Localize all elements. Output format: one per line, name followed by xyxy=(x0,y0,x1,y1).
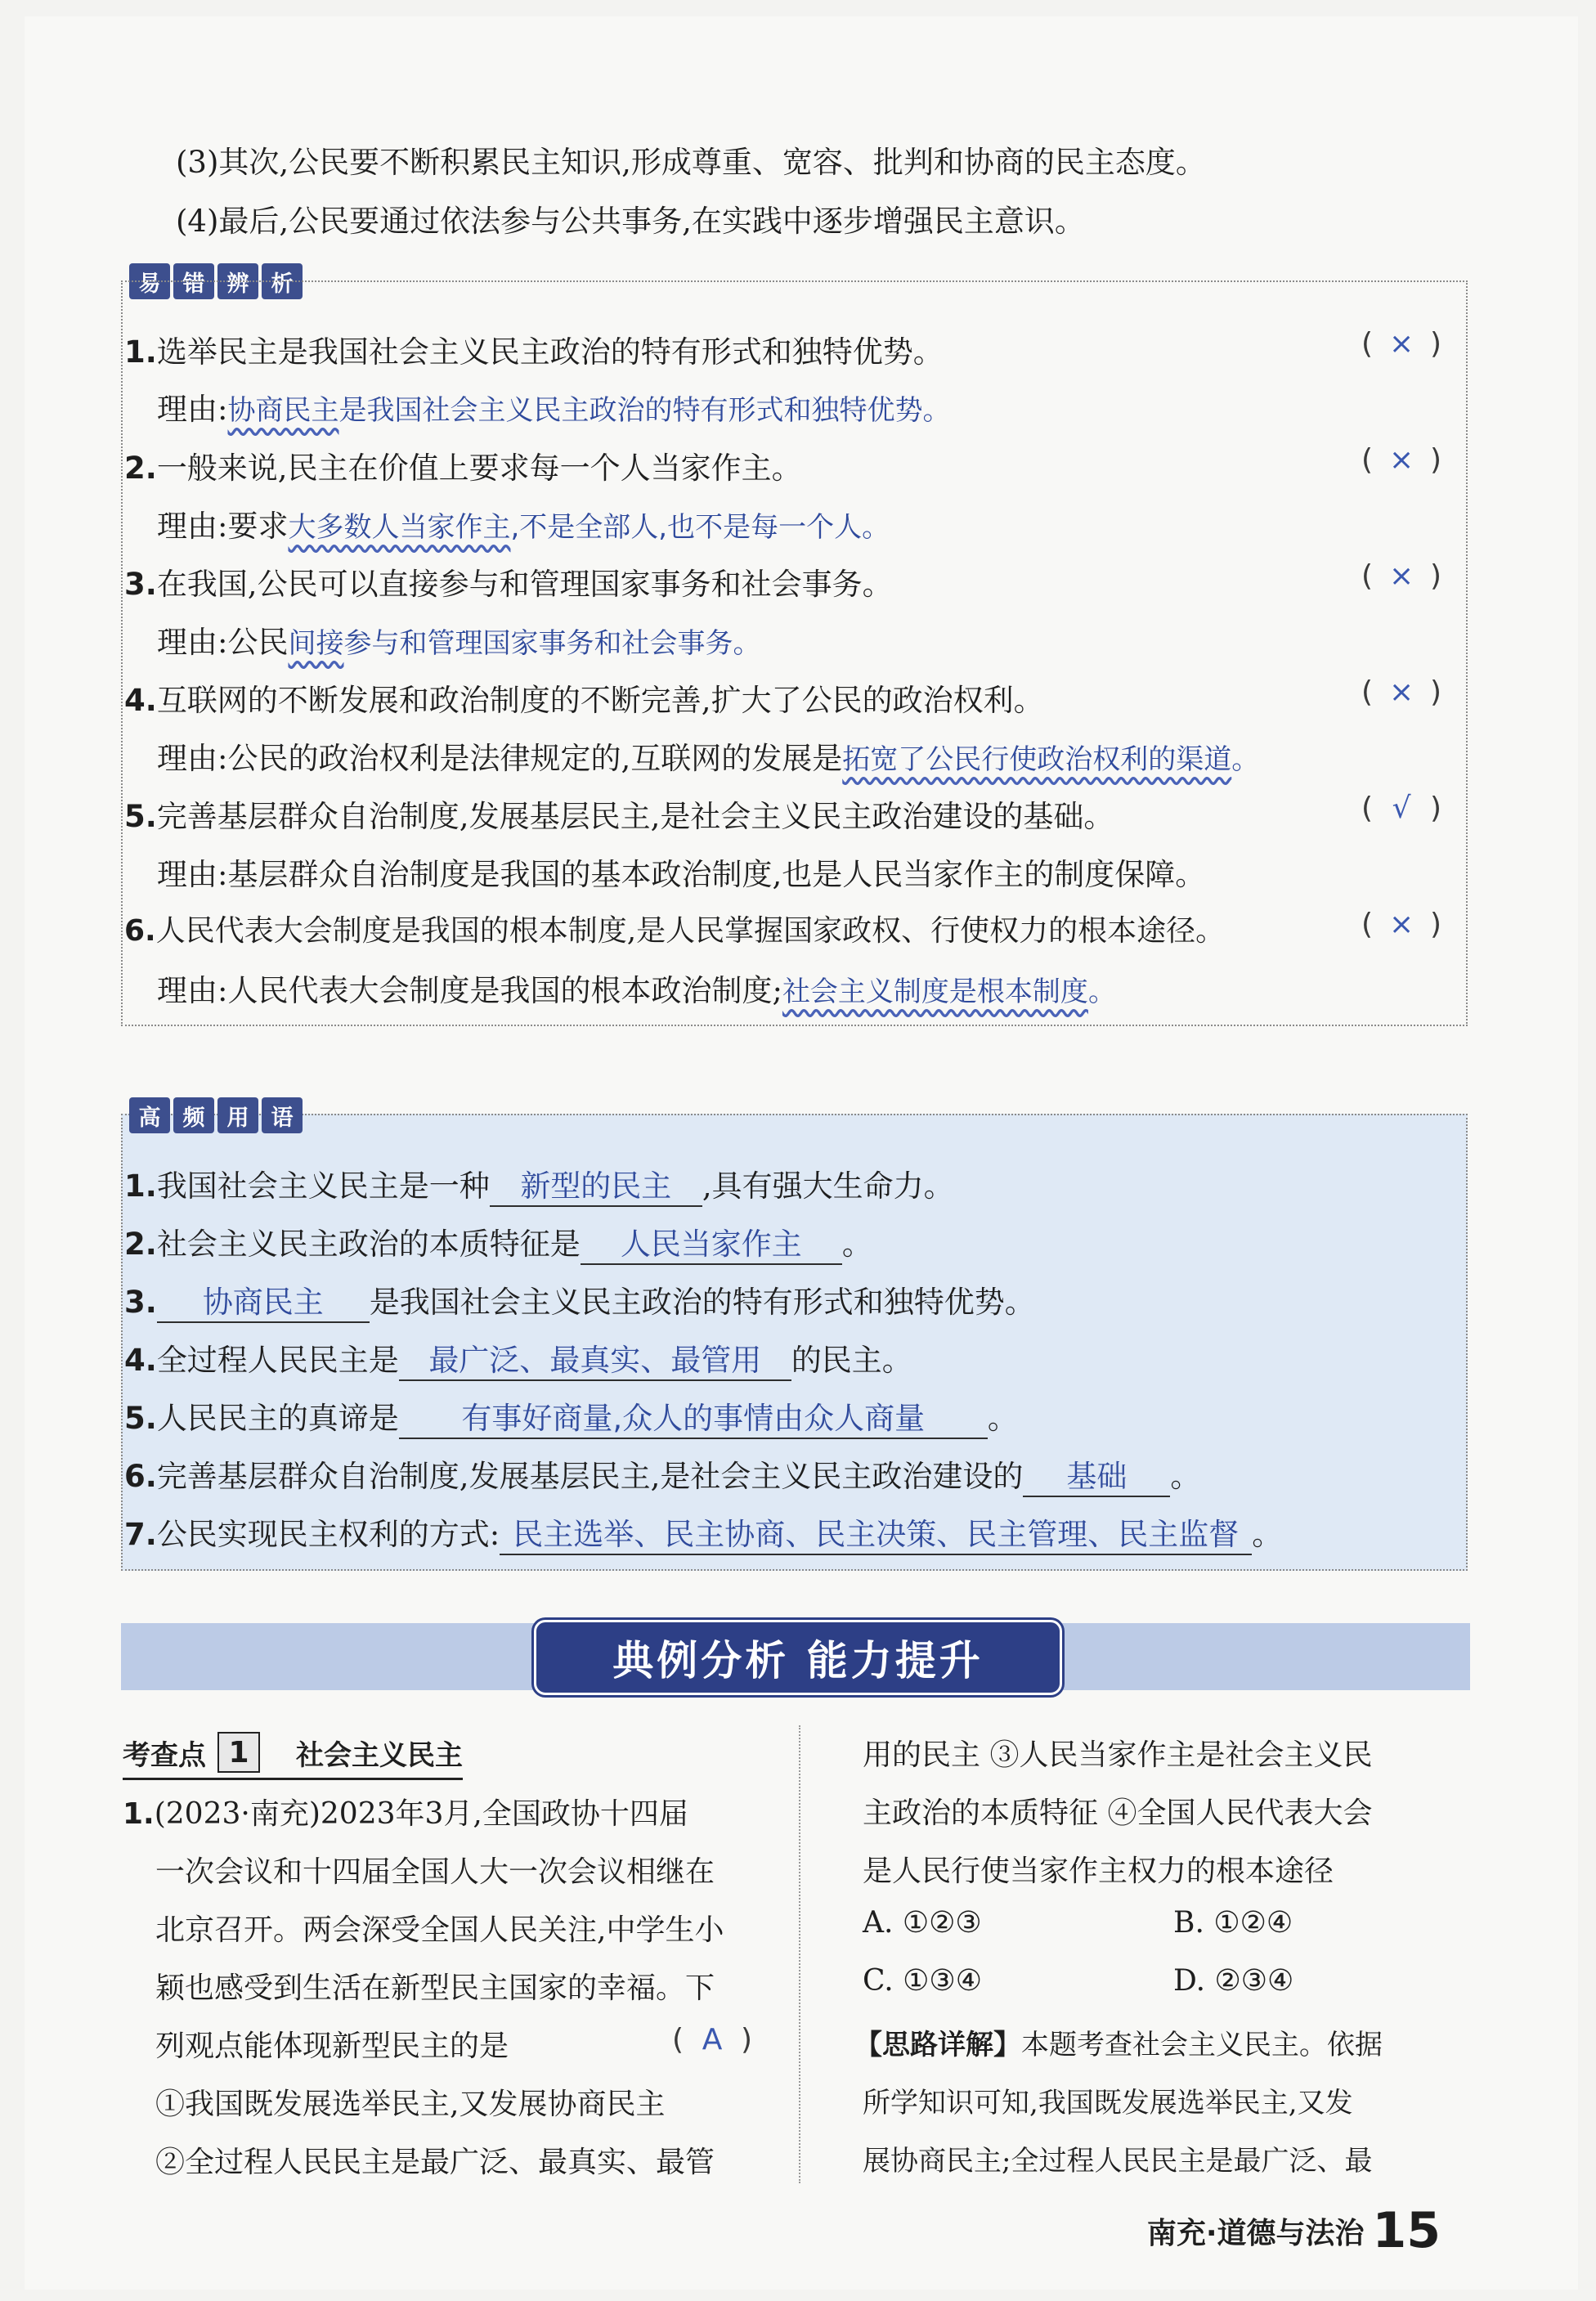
question-line-4: 颖也感受到生活在新型民主国家的幸福。下 xyxy=(155,1971,715,2005)
answer-slot: ( A ) xyxy=(672,2023,753,2057)
tag-char: 频 xyxy=(173,1097,214,1133)
tag-char: 语 xyxy=(262,1097,303,1133)
question-line-3: 北京召开。两会深受全国人民关注,中学生小 xyxy=(155,1913,724,1947)
gaopin-item-7: 7.公民实现民主权利的方式: 民主选举、民主协商、民主决策、民主管理、民主监督 。 xyxy=(124,1509,1282,1555)
yicuo-reason-3: 理由:公民间接参与和管理国家事务和社会事务。 xyxy=(157,625,761,660)
yicuo-question-5: 5.完善基层群众自治制度,发展基层民主,是社会主义民主政治建设的基础。 xyxy=(124,799,1114,834)
gaopin-item-6: 6.完善基层群众自治制度,发展基层民主,是社会主义民主政治建设的 基础 。 xyxy=(124,1451,1200,1497)
yicuo-mark-4: ( × ) xyxy=(1361,675,1442,709)
kaochadian-label: 考查点 xyxy=(123,1738,206,1772)
right-line-3: 是人民行使当家作主权力的根本途径 xyxy=(863,1855,1334,1888)
analysis-line-1: 【思路详解】本题考查社会主义民主。依据 xyxy=(854,2029,1383,2061)
yicuo-question-4: 4.互联网的不断发展和政治制度的不断完善,扩大了公民的政治权利。 xyxy=(124,683,1044,718)
page-number: 15 xyxy=(1372,2202,1441,2259)
yicuo-reason-4: 理由:公民的政治权利是法律规定的,互联网的发展是拓宽了公民行使政治权利的渠道。 xyxy=(157,741,1260,776)
kaochadian-title: 社会主义民主 xyxy=(296,1738,463,1772)
intro-line-3: (3)其次,公民要不断积累民主知识,形成尊重、宽容、批判和协商的民主态度。 xyxy=(176,145,1206,180)
tag-char: 高 xyxy=(129,1097,170,1133)
yicuo-question-3: 3.在我国,公民可以直接参与和管理国家事务和社会事务。 xyxy=(124,567,893,602)
choice-d: D. ②③④ xyxy=(1173,1964,1294,1998)
right-line-1: 用的民主 ③人民当家作主是社会主义民 xyxy=(863,1738,1373,1772)
yicuo-question-1: 1.选举民主是我国社会主义民主政治的特有形式和独特优势。 xyxy=(124,334,944,370)
gaopin-item-3: 3. 协商民主 是我国社会主义民主政治的特有形式和独特优势。 xyxy=(124,1277,1035,1323)
tag-char: 错 xyxy=(173,263,214,299)
yicuo-question-6: 6.人民代表大会制度是我国的根本制度,是人民掌握国家政权、行使权力的根本途径。 xyxy=(124,914,1226,948)
analysis-line-2: 所学知识可知,我国既发展选举民主,又发 xyxy=(863,2087,1353,2119)
section-banner xyxy=(121,1623,1470,1690)
yicuo-reason-6: 理由:人民代表大会制度是我国的根本政治制度;社会主义制度是根本制度。 xyxy=(157,973,1116,1008)
tag-char: 辨 xyxy=(217,263,258,299)
gaopin-item-4: 4.全过程人民民主是 最广泛、最真实、最管用 的民主。 xyxy=(124,1335,912,1381)
tag-char: 用 xyxy=(217,1097,258,1133)
tag-char: 析 xyxy=(262,263,303,299)
intro-line-4: (4)最后,公民要通过依法参与公共事务,在实践中逐步增强民主意识。 xyxy=(176,204,1085,239)
choice-c: C. ①③④ xyxy=(863,1964,982,1998)
yicuo-mark-6: ( × ) xyxy=(1361,908,1442,941)
yicuo-mark-3: ( × ) xyxy=(1361,559,1442,593)
yicuo-reason-1: 理由:协商民主是我国社会主义民主政治的特有形式和独特优势。 xyxy=(157,392,951,427)
option-1: ①我国既发展选举民主,又发展协商民主 xyxy=(155,2088,666,2121)
banner-title: 典例分析 能力提升 xyxy=(534,1620,1062,1695)
tag-char: 易 xyxy=(129,263,170,299)
yicuo-mark-5: ( √ ) xyxy=(1361,792,1442,825)
footer-text: 南充·道德与法治 xyxy=(1146,2216,1365,2250)
gaopin-item-2: 2.社会主义民主政治的本质特征是 人民当家作主 。 xyxy=(124,1219,872,1265)
yicuo-reason-5: 理由:基层群众自治制度是我国的基本政治制度,也是人民当家作主的制度保障。 xyxy=(157,857,1206,892)
gaopin-item-5: 5.人民民主的真谛是 有事好商量,众人的事情由众人商量 。 xyxy=(124,1393,1018,1439)
yicuo-mark-1: ( × ) xyxy=(1361,327,1442,361)
gaopin-tag xyxy=(129,1097,303,1133)
analysis-line-3: 展协商民主;全过程人民民主是最广泛、最 xyxy=(863,2145,1373,2178)
question-line-5: 列观点能体现新型民主的是 xyxy=(155,2030,509,2063)
option-2: ②全过程人民民主是最广泛、最真实、最管 xyxy=(155,2146,715,2179)
question-line-2: 一次会议和十四届全国人大一次会议相继在 xyxy=(155,1855,715,1889)
kaochadian-num: 1 xyxy=(217,1732,260,1773)
yicuo-reason-2: 理由:要求大多数人当家作主,不是全部人,也不是每一个人。 xyxy=(157,509,890,544)
right-line-2: 主政治的本质特征 ④全国人民代表大会 xyxy=(863,1796,1373,1830)
choice-b: B. ①②④ xyxy=(1173,1906,1293,1940)
page-footer xyxy=(1147,2202,1441,2259)
question-line-1: 1.(2023·南充)2023年3月,全国政协十四届 xyxy=(123,1797,688,1831)
yicuo-question-2: 2.一般来说,民主在价值上要求每一个人当家作主。 xyxy=(124,451,802,486)
kaochadian-heading xyxy=(123,1732,463,1780)
yicuo-mark-2: ( × ) xyxy=(1361,443,1442,477)
column-divider xyxy=(799,1725,800,2183)
choice-a: A. ①②③ xyxy=(863,1906,982,1940)
gaopin-item-1: 1.我国社会主义民主是一种 新型的民主 ,具有强大生命力。 xyxy=(124,1161,954,1207)
